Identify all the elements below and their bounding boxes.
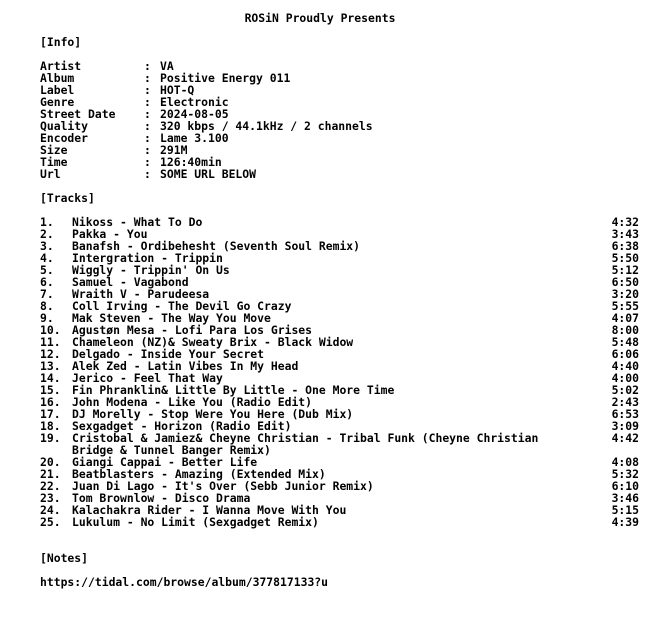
track-number: 25. bbox=[40, 515, 61, 529]
notes-url: https://tidal.com/browse/album/377817133?u bbox=[40, 575, 329, 589]
track-duration: 4:00 bbox=[611, 371, 639, 385]
info-value: HOT-Q bbox=[160, 83, 195, 97]
track-number: 17. bbox=[40, 407, 61, 421]
track-title: Pakka - You bbox=[72, 227, 148, 241]
info-separator: : bbox=[144, 131, 151, 145]
info-separator: : bbox=[144, 71, 151, 85]
info-row bbox=[40, 84, 640, 96]
info-row bbox=[40, 120, 640, 132]
track-number: 7. bbox=[40, 287, 54, 301]
track-number: 19. bbox=[40, 431, 61, 445]
track-duration: 5:02 bbox=[611, 383, 639, 397]
track-number: 2. bbox=[40, 227, 54, 241]
track-duration: 5:50 bbox=[611, 251, 639, 265]
track-duration: 3:20 bbox=[611, 287, 639, 301]
track-duration: 5:12 bbox=[611, 263, 639, 277]
info-separator: : bbox=[144, 155, 151, 169]
info-row bbox=[40, 156, 640, 168]
track-duration: 6:38 bbox=[611, 239, 639, 253]
track-list bbox=[40, 216, 640, 528]
track-title: Giangi Cappai - Better Life bbox=[72, 455, 258, 469]
track-title: Fin Phranklin& Little By Little - One More Time bbox=[72, 383, 395, 397]
info-separator: : bbox=[144, 59, 151, 73]
info-key: Quality bbox=[40, 119, 89, 133]
track-title: Wraith V - Parudeesa bbox=[72, 287, 210, 301]
track-number: 10. bbox=[40, 323, 61, 337]
track-title: Beatblasters - Amazing (Extended Mix) bbox=[72, 467, 326, 481]
track-number: 3. bbox=[40, 239, 54, 253]
track-title: Kalachakra Rider - I Wanna Move With You bbox=[72, 503, 347, 517]
track-duration: 3:46 bbox=[611, 491, 639, 505]
track-title: Tom Brownlow - Disco Drama bbox=[72, 491, 251, 505]
info-key: Encoder bbox=[40, 131, 89, 145]
track-number: 22. bbox=[40, 479, 61, 493]
track-number: 9. bbox=[40, 311, 54, 325]
info-value: 126:40min bbox=[160, 155, 222, 169]
track-duration: 4:07 bbox=[611, 311, 639, 325]
track-title: John Modena - Like You (Radio Edit) bbox=[72, 395, 313, 409]
info-value: VA bbox=[160, 59, 174, 73]
tracks-section-header: [Tracks] bbox=[40, 191, 95, 205]
info-value: SOME URL BELOW bbox=[160, 167, 257, 181]
info-row bbox=[40, 132, 640, 144]
notes-section-header: [Notes] bbox=[40, 551, 89, 565]
track-duration: 4:08 bbox=[611, 455, 639, 469]
track-number: 11. bbox=[40, 335, 61, 349]
track-duration: 4:40 bbox=[611, 359, 639, 373]
track-number: 21. bbox=[40, 467, 61, 481]
info-key: Album bbox=[40, 71, 75, 85]
track-title: Lukulum - No Limit (Sexgadget Remix) bbox=[72, 515, 319, 529]
info-key: Time bbox=[40, 155, 68, 169]
track-number: 5. bbox=[40, 263, 54, 277]
track-duration: 2:43 bbox=[611, 395, 639, 409]
info-value: Lame 3.100 bbox=[160, 131, 229, 145]
track-title: Intergration - Trippin bbox=[72, 251, 223, 265]
track-row bbox=[40, 516, 640, 528]
info-row bbox=[40, 60, 640, 72]
nfo-document bbox=[40, 12, 640, 588]
track-title: Cristobal & Jamiez& Cheyne Christian - Tribal Funk (Cheyne Christian Bridge & Tunnel Banger Remix) bbox=[72, 431, 546, 457]
track-title: Alek Zed - Latin Vibes In My Head bbox=[72, 359, 299, 373]
info-key: Street Date bbox=[40, 107, 116, 121]
track-number: 16. bbox=[40, 395, 61, 409]
track-duration: 4:39 bbox=[611, 515, 639, 529]
track-duration: 4:32 bbox=[611, 215, 639, 229]
track-title: Sexgadget - Horizon (Radio Edit) bbox=[72, 419, 292, 433]
info-key: Size bbox=[40, 143, 68, 157]
track-duration: 5:55 bbox=[611, 299, 639, 313]
track-duration: 6:06 bbox=[611, 347, 639, 361]
track-title: Banafsh - Ordibehesht (Seventh Soul Remix) bbox=[72, 239, 361, 253]
track-number: 24. bbox=[40, 503, 61, 517]
track-number: 1. bbox=[40, 215, 54, 229]
info-key: Artist bbox=[40, 59, 82, 73]
track-duration: 5:32 bbox=[611, 467, 639, 481]
track-duration: 4:42 bbox=[611, 431, 639, 445]
track-number: 4. bbox=[40, 251, 54, 265]
info-row bbox=[40, 72, 640, 84]
info-separator: : bbox=[144, 119, 151, 133]
track-title: Nikoss - What To Do bbox=[72, 215, 203, 229]
track-duration: 6:10 bbox=[611, 479, 639, 493]
info-key: Label bbox=[40, 83, 75, 97]
info-section-header: [Info] bbox=[40, 35, 82, 49]
track-title: Coll Irving - The Devil Go Crazy bbox=[72, 299, 292, 313]
track-title: Agustøn Mesa - Lofi Para Los Grises bbox=[72, 323, 313, 337]
info-value: 291M bbox=[160, 143, 188, 157]
track-number: 14. bbox=[40, 371, 61, 385]
track-duration: 5:15 bbox=[611, 503, 639, 517]
info-row bbox=[40, 168, 640, 180]
track-title: Mak Steven - The Way You Move bbox=[72, 311, 271, 325]
track-number: 15. bbox=[40, 383, 61, 397]
info-row bbox=[40, 144, 640, 156]
track-title: Chameleon (NZ)& Sweaty Brix - Black Widow bbox=[72, 335, 354, 349]
track-number: 20. bbox=[40, 455, 61, 469]
info-separator: : bbox=[144, 83, 151, 97]
track-duration: 6:50 bbox=[611, 275, 639, 289]
info-value: 2024-08-05 bbox=[160, 107, 229, 121]
track-duration: 5:48 bbox=[611, 335, 639, 349]
track-title: Wiggly - Trippin' On Us bbox=[72, 263, 230, 277]
info-list bbox=[40, 60, 640, 180]
info-separator: : bbox=[144, 95, 151, 109]
track-row bbox=[40, 432, 640, 456]
info-value: Electronic bbox=[160, 95, 229, 109]
info-separator: : bbox=[144, 107, 151, 121]
track-number: 13. bbox=[40, 359, 61, 373]
track-number: 8. bbox=[40, 299, 54, 313]
info-separator: : bbox=[144, 143, 151, 157]
track-duration: 3:43 bbox=[611, 227, 639, 241]
track-title: Jerico - Feel That Way bbox=[72, 371, 223, 385]
track-duration: 6:53 bbox=[611, 407, 639, 421]
track-duration: 3:09 bbox=[611, 419, 639, 433]
info-value: Positive Energy 011 bbox=[160, 71, 291, 85]
track-title: Samuel - Vagabond bbox=[72, 275, 189, 289]
track-number: 23. bbox=[40, 491, 61, 505]
info-key: Genre bbox=[40, 95, 75, 109]
info-value: 320 kbps / 44.1kHz / 2 channels bbox=[160, 119, 373, 133]
track-title: Juan Di Lago - It's Over (Sebb Junior Remix) bbox=[72, 479, 374, 493]
track-title: DJ Morelly - Stop Were You Here (Dub Mix) bbox=[72, 407, 354, 421]
info-key: Url bbox=[40, 167, 61, 181]
track-duration: 8:00 bbox=[611, 323, 639, 337]
track-number: 12. bbox=[40, 347, 61, 361]
track-number: 6. bbox=[40, 275, 54, 289]
info-row bbox=[40, 96, 640, 108]
track-title: Delgado - Inside Your Secret bbox=[72, 347, 265, 361]
release-title: ROSiN Proudly Presents bbox=[244, 11, 396, 25]
track-number: 18. bbox=[40, 419, 61, 433]
info-separator: : bbox=[144, 167, 151, 181]
